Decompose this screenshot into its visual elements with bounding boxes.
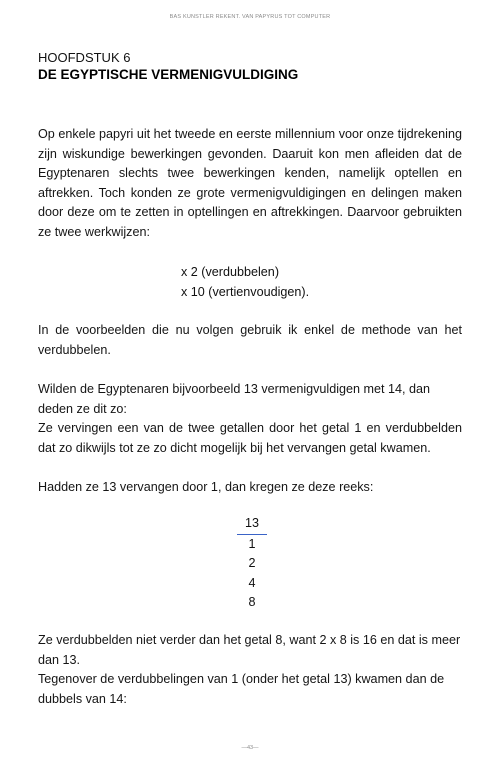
page-number: —43— (241, 745, 259, 751)
paragraph-example-13x14: Wilden de Egyptenaren bijvoorbeeld 13 vermenigvuldigen met 14, dan deden ze dit zo: (38, 382, 431, 416)
paragraph-series-intro: Hadden ze 13 vervangen door 1, dan kregen ze deze reeks: (38, 480, 374, 494)
running-head: BAS KUNSTLER REKENT. VAN PAPYRUS TOT COMPUTER (169, 14, 331, 20)
paragraph-intro: Op enkele papyri uit het tweede en eerste millennium voor onze tijdrekening zijn wiskundige bewerkingen gevonden. Daaruit kon men afleiden dat de Egyptenaren slechts twee bewerkingen kenden, namelijk optellen en aftrekken. Toch konden ze grote vermenigvuldigingen en delingen maken door deze om te zetten in optellingen en aftrekkingen. Daarvoor gebruikten ze twee werkwijzen: (38, 127, 462, 239)
paragraph-examples: In de voorbeelden die nu volgen gebruik ik enkel de methode van het verdubbelen. (38, 323, 462, 357)
method-item-tenfold: x 10 (vertienvoudigen). (181, 284, 310, 299)
method-item-double: x 2 (verdubbelen) (181, 265, 280, 279)
series-value: 2 (248, 556, 256, 570)
paragraph-opposite: Tegenover de verdubbelingen van 1 (onder het getal 13) kwamen dan de dubbels van 14: (38, 672, 445, 706)
chapter-title: DE EGYPTISCHE VERMENIGVULDIGING (38, 67, 299, 82)
methods-list (181, 263, 309, 302)
series-value: 4 (248, 575, 256, 590)
paragraph-stop: Ze verdubbelden niet verder dan het getal 8, want 2 x 8 is 16 en dat is meer dan 13. (38, 633, 461, 667)
series-head: 13 (237, 514, 267, 535)
paragraph-replace: Ze vervingen een van de twee getallen door het getal 1 en verdubbelden dat zo dikwijls tot ze zo dicht mogelijk bij het vervangen getal kwamen. (38, 421, 462, 455)
series-value: 1 (248, 536, 256, 551)
chapter-label: HOOFDSTUK 6 (38, 50, 131, 65)
doubling-series (237, 514, 267, 613)
series-value: 8 (248, 595, 256, 609)
